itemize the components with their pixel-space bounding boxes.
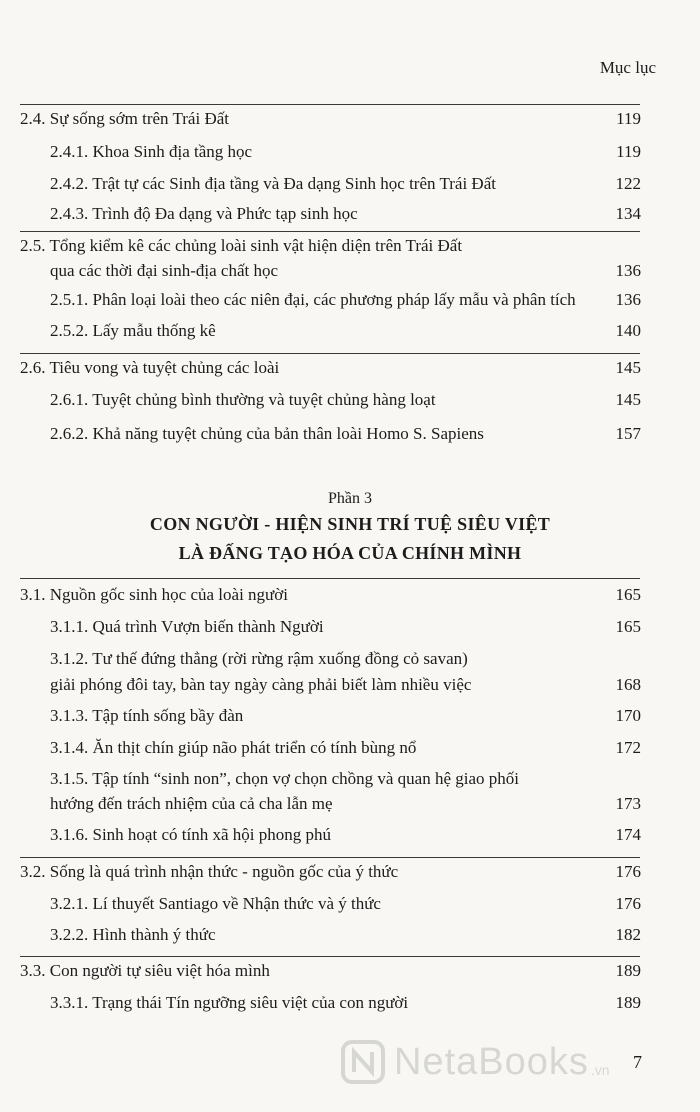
toc-entry[interactable] <box>0 104 700 134</box>
page-number: 7 <box>633 1052 642 1072</box>
toc-entry[interactable] <box>0 199 700 229</box>
toc-entry-title: 2.6.2. Khả năng tuyệt chủng của bản thân loài Homo S. Sapiens <box>50 424 484 443</box>
toc-entry-title: 3.1.4. Ăn thịt chín giúp não phát triển có tính bùng nổ <box>50 738 417 757</box>
toc-entry-title: 3.3. Con người tự siêu việt hóa mình <box>20 961 270 980</box>
toc-entry-page: 189 <box>615 993 641 1012</box>
toc-entry-title: 2.4.1. Khoa Sinh địa tầng học <box>50 142 253 161</box>
toc-entry-title: giải phóng đôi tay, bàn tay ngày càng phải biết làm nhiều việc <box>50 675 472 694</box>
toc-entry-title: 2.5.2. Lấy mẫu thống kê <box>50 321 216 340</box>
netabooks-logo-icon <box>340 1039 386 1085</box>
toc-entry-title: 3.1.3. Tập tính sống bầy đàn <box>50 706 244 725</box>
toc-entry-page: 145 <box>615 390 641 409</box>
part-heading-line1: CON NGƯỜI - HIỆN SINH TRÍ TUỆ SIÊU VIỆT <box>149 514 551 534</box>
toc-entry-title: 2.6. Tiêu vong và tuyệt chủng các loài <box>20 358 280 377</box>
toc-entry-page: 134 <box>615 204 641 223</box>
toc-entry[interactable] <box>0 169 700 199</box>
toc-entry[interactable] <box>0 353 700 383</box>
toc-entry-page: 145 <box>615 358 641 377</box>
toc-entry-continuation[interactable] <box>0 670 700 700</box>
toc-entry-title: 2.5. Tổng kiểm kê các chủng loài sinh vật hiện diện trên Trái Đất <box>20 236 463 255</box>
toc-entry[interactable] <box>0 889 700 919</box>
toc-entry-page: 140 <box>615 321 641 340</box>
toc-entry-title: 3.1. Nguồn gốc sinh học của loài người <box>20 585 288 604</box>
toc-entry-page: 174 <box>615 825 641 844</box>
toc-entry[interactable] <box>0 612 700 642</box>
toc-entry-page: 136 <box>615 261 641 280</box>
toc-entry-page: 119 <box>616 109 641 128</box>
watermark <box>340 1032 680 1092</box>
toc-entry-title: 2.5.1. Phân loại loài theo các niên đại, các phương pháp lấy mẫu và phân tích <box>50 290 576 309</box>
running-header: Mục lục <box>599 58 656 77</box>
toc-entry-title: 2.4.2. Trật tự các Sinh địa tầng và Đa dạng Sinh học trên Trái Đất <box>50 174 496 193</box>
toc-entry[interactable] <box>0 316 700 346</box>
toc-entry-continuation[interactable] <box>0 256 700 286</box>
toc-entry-continuation[interactable] <box>0 789 700 819</box>
toc-entry-page: 119 <box>616 142 641 161</box>
section-rule <box>20 578 640 579</box>
toc-entry[interactable] <box>0 820 700 850</box>
toc-entry-page: 165 <box>615 617 641 636</box>
toc-entry-page: 136 <box>615 290 641 309</box>
toc-entry-title: 3.2. Sống là quá trình nhận thức - nguồn gốc của ý thức <box>20 862 399 881</box>
toc-entry-title: 2.4.3. Trình độ Đa dạng và Phức tạp sinh học <box>50 204 358 223</box>
toc-entry[interactable] <box>0 857 700 887</box>
toc-entry-title: 3.1.5. Tập tính “sinh non”, chọn vợ chọn chồng và quan hệ giao phối <box>50 769 520 788</box>
toc-entry[interactable] <box>0 733 700 763</box>
toc-entry[interactable] <box>0 920 700 950</box>
toc-entry-title: qua các thời đại sinh-địa chất học <box>50 261 279 280</box>
toc-entry-title: 3.3.1. Trạng thái Tín ngưỡng siêu việt của con người <box>50 993 409 1012</box>
toc-entry-page: 173 <box>615 794 641 813</box>
toc-entry-page: 170 <box>615 706 641 725</box>
toc-entry-page: 176 <box>615 894 641 913</box>
toc-entry-page: 172 <box>615 738 641 757</box>
toc-entry-title: 2.4. Sự sống sớm trên Trái Đất <box>20 109 229 128</box>
toc-entry[interactable] <box>0 956 700 986</box>
toc-entry-page: 122 <box>615 174 641 193</box>
toc-entry-title: 3.1.1. Quá trình Vượn biến thành Người <box>50 617 324 636</box>
toc-entry-title: hướng đến trách nhiệm của cả cha lẫn mẹ <box>50 794 333 813</box>
toc-entry-title: 3.1.2. Tư thế đứng thẳng (rời rừng rậm xuống đồng cỏ savan) <box>50 649 468 668</box>
watermark-brand: NetaBooks <box>394 1040 589 1083</box>
toc-entry-page: 157 <box>615 424 641 443</box>
toc-entry[interactable] <box>0 988 700 1018</box>
toc-entry-title: 2.6.1. Tuyệt chủng bình thường và tuyệt chủng hàng loạt <box>50 390 436 409</box>
toc-entry-page: 165 <box>615 585 641 604</box>
toc-entry[interactable] <box>0 419 700 449</box>
toc-entry-title: 3.1.6. Sinh hoạt có tính xã hội phong phú <box>50 825 331 844</box>
toc-entry[interactable] <box>0 385 700 415</box>
part-heading-line2: LÀ ĐẤNG TẠO HÓA CỦA CHÍNH MÌNH <box>178 543 522 563</box>
part-label: Phần 3 <box>328 490 372 507</box>
toc-entry[interactable] <box>0 285 700 315</box>
toc-entry-page: 182 <box>615 925 641 944</box>
toc-entry-title: 3.2.1. Lí thuyết Santiago về Nhận thức và ý thức <box>50 894 381 913</box>
toc-entry-title: 3.2.2. Hình thành ý thức <box>50 925 216 944</box>
toc-entry-page: 168 <box>615 675 641 694</box>
toc-entry[interactable] <box>0 137 700 167</box>
toc-entry[interactable] <box>0 580 700 610</box>
watermark-suffix: .vn <box>590 1062 610 1078</box>
toc-entry-page: 189 <box>615 961 641 980</box>
toc-entry-page: 176 <box>615 862 641 881</box>
toc-entry[interactable] <box>0 701 700 731</box>
